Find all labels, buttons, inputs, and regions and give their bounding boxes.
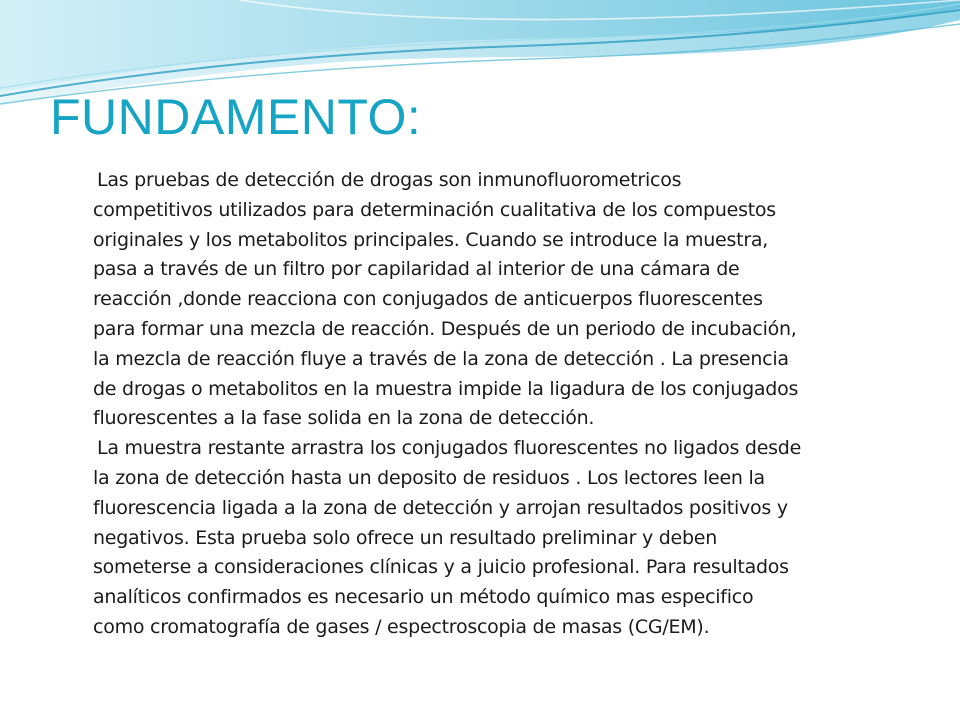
paragraph-1 <box>88 166 916 434</box>
text-line: negativos. Esta prueba solo ofrece un resultado preliminar y deben <box>93 526 718 549</box>
text-line: pasa a través de un filtro por capilaridad al interior de una cámara de <box>93 258 740 281</box>
text-line: competitivos utilizados para determinación cualitativa de los compuestos <box>93 198 776 221</box>
text-line: La muestra restante arrastra los conjugados fluorescentes no ligados desde <box>97 437 802 460</box>
text-line: originales y los metabolitos principales. Cuando se introduce la muestra, <box>93 228 769 251</box>
text-line: fluorescencia ligada a la zona de detección y arrojan resultados positivos y <box>93 496 788 519</box>
paragraph-2 <box>88 434 916 643</box>
text-line: Las pruebas de detección de drogas son inmunofluorometricos <box>97 169 682 191</box>
text-line: fluorescentes a la fase solida en la zona de detección. <box>93 407 595 430</box>
slide-body <box>88 166 916 643</box>
text-line: analíticos confirmados es necesario un método químico mas especifico <box>93 586 754 609</box>
text-line: de drogas o metabolitos en la muestra impide la ligadura de los conjugados <box>93 377 799 400</box>
text-line: la zona de detección hasta un deposito de residuos . Los lectores leen la <box>93 466 765 489</box>
text-line: reacción ,donde reacciona con conjugados de anticuerpos fluorescentes <box>93 288 763 311</box>
text-line: para formar una mezcla de reacción. Después de un periodo de incubación, <box>93 317 797 340</box>
text-line: someterse a consideraciones clínicas y a juicio profesional. Para resultados <box>93 556 789 579</box>
slide-title: FUNDAMENTO: <box>50 89 422 145</box>
text-line: la mezcla de reacción fluye a través de la zona de detección . La presencia <box>93 347 789 370</box>
text-line: como cromatografía de gases / espectroscopia de masas (CG/EM). <box>93 615 710 638</box>
